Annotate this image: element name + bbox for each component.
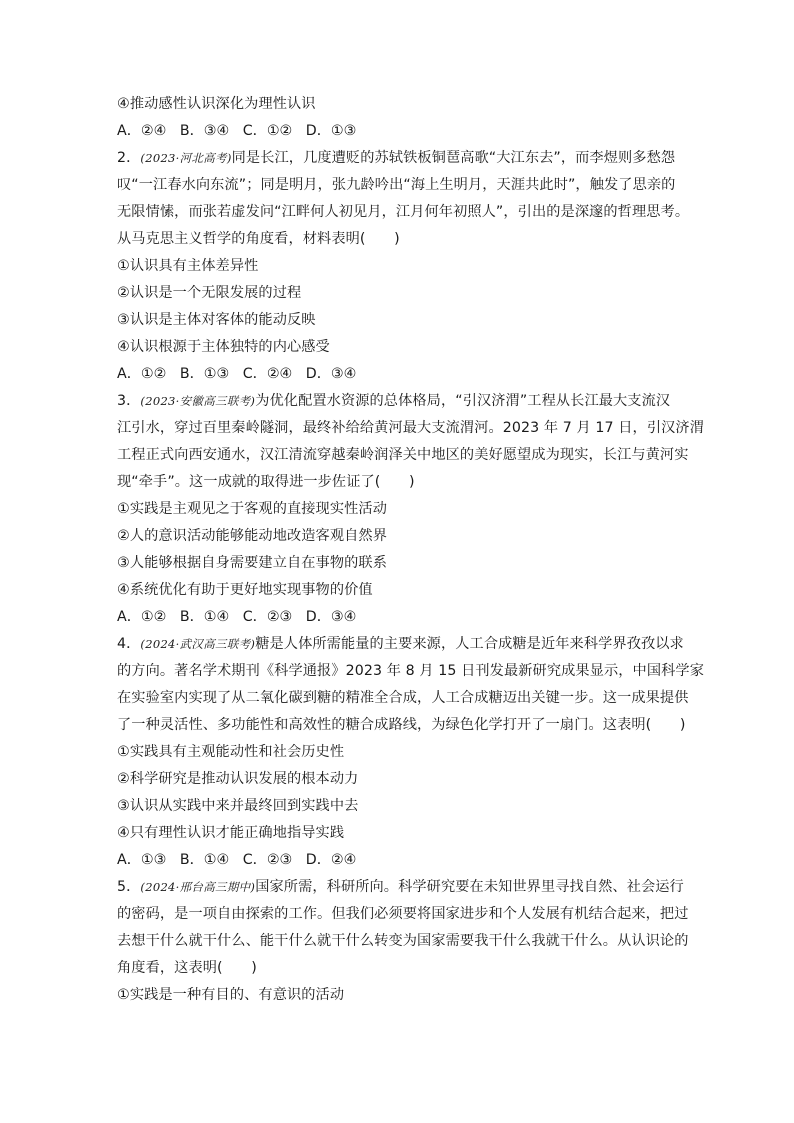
question-stem-line: 江引水，穿过百里秦岭隧洞，最终补给给黄河最大支流渭河。2023 年 7 月 17 日，引汉济渭	[117, 420, 704, 436]
option-item: ①认识具有主体差异性	[117, 258, 259, 274]
answer-choice-b: B．③④	[179, 123, 230, 139]
question-3	[117, 388, 704, 631]
question-2	[117, 145, 690, 388]
question-4	[117, 631, 704, 874]
answer-choice-c: C．②③	[242, 852, 293, 868]
question-5	[117, 874, 689, 1009]
question-stem-line: 工程正式向西安通水，汉江清流穿越秦岭润泽关中地区的美好愿望成为现实，长江与黄河实	[117, 447, 689, 463]
option-item: ①实践具有主观能动性和社会历史性	[117, 744, 345, 760]
answer-choice-a: A．①③	[117, 852, 167, 868]
answer-choice-b: B．①④	[179, 609, 230, 625]
option-item: ②认识是一个无限发展的过程	[117, 285, 302, 301]
answer-choice-b: B．①③	[179, 366, 230, 382]
document-page	[117, 91, 704, 1009]
question-stem-line: 去想干什么就干什么、能干什么就干什么转变为国家需要我干什么我就干什么。从认识论的	[117, 933, 689, 949]
answer-choice-a: A．①②	[117, 609, 167, 625]
option-item: ①实践是主观见之于客观的直接现实性活动	[117, 501, 387, 517]
option-item: ②人的意识活动能够能动地改造客观自然界	[117, 528, 387, 544]
question-stem-line: 了一种灵活性、多功能性和高效性的糖合成路线，为绿色化学打开了一扇门。这表明( )	[117, 717, 686, 733]
question-source: (2024·武汉高三联考)	[140, 637, 256, 651]
option-item: ③人能够根据自身需要建立自在事物的联系	[117, 555, 387, 571]
answer-choice-d: D．①③	[305, 123, 357, 139]
question-stem-line: 的方向。著名学术期刊《科学通报》2023 年 8 月 15 日刊发最新研究成果显示，中国科学家	[117, 663, 704, 679]
question-number: 5．	[117, 879, 141, 895]
question-stem-line	[117, 874, 684, 901]
question-stem-line: 在实验室内实现了从二氧化碳到糖的精准全合成，人工合成糖迈出关键一步。这一成果提供	[117, 690, 689, 706]
answer-choices	[117, 361, 680, 388]
answer-choice-a: A．②④	[117, 123, 167, 139]
option-item: ③认识是主体对客体的能动反映	[117, 312, 316, 328]
question-text: 糖是人体所需能量的主要来源，人工合成糖是近年来科学界孜孜以求	[255, 636, 684, 652]
question-stem-line: 叹“一江春水向东流”；同是明月，张九龄吟出“海上生明月，天涯共此时”，触发了思亲的	[117, 177, 676, 193]
question-stem-line: 角度看，这表明( )	[117, 960, 257, 976]
option-item: ③认识从实践中来并最终回到实践中去	[117, 798, 359, 814]
answer-choice-d: D．③④	[305, 366, 357, 382]
question-source: (2023·安徽高三联考)	[140, 394, 256, 408]
question-stem-line	[117, 145, 680, 172]
option-item: ④推动感性认识深化为理性认识	[117, 96, 316, 112]
answer-choices	[117, 847, 680, 874]
answer-choice-c: C．②③	[242, 609, 293, 625]
question-stem-line: 无限情愫，而张若虚发问“江畔何人初见月，江月何年初照人”，引出的是深邃的哲理思考。	[117, 204, 690, 220]
option-item: ④认识根源于主体独特的内心感受	[117, 339, 330, 355]
question-stem-line: 现“牵手”。这一成就的取得进一步佐证了( )	[117, 474, 415, 490]
question-number: 3．	[117, 393, 141, 409]
question-text: 为优化配置水资源的总体格局，“引汉济渭”工程从长江最大支流汉	[255, 393, 671, 409]
option-item: ②科学研究是推动认识发展的根本动力	[117, 771, 359, 787]
question-text: 同是长江，几度遭贬的苏轼铁板铜琶高歌“大江东去”，而李煜则多愁怨	[231, 150, 676, 166]
question-stem-line: 的密码，是一项自由探索的工作。但我们必须要将国家进步和个人发展有机结合起来，把过	[117, 906, 689, 922]
question-stem-line	[117, 631, 684, 658]
answer-choice-b: B．①④	[179, 852, 230, 868]
option-item: ④系统优化有助于更好地实现事物的价值	[117, 582, 373, 598]
question-number: 4．	[117, 636, 141, 652]
question-source: (2024·邢台高三期中)	[140, 880, 256, 894]
question-number: 2．	[117, 150, 141, 166]
answer-choice-d: D．③④	[305, 609, 357, 625]
answer-choice-c: C．①②	[242, 123, 293, 139]
question-text: 国家所需，科研所向。科学研究要在未知世界里寻找自然、社会运行	[255, 879, 684, 895]
question-source: (2023·河北高考)	[140, 151, 232, 165]
question-stem-line	[117, 388, 680, 415]
answer-choices	[117, 604, 680, 631]
answer-choice-d: D．②④	[305, 852, 357, 868]
answer-choice-c: C．②④	[242, 366, 293, 382]
question-stem-line: 从马克思主义哲学的角度看，材料表明( )	[117, 231, 400, 247]
answer-choices	[117, 118, 680, 145]
question-1-fragment	[117, 91, 680, 145]
option-item: ④只有理性认识才能正确地指导实践	[117, 825, 345, 841]
option-item: ①实践是一种有目的、有意识的活动	[117, 987, 345, 1003]
answer-choice-a: A．①②	[117, 366, 167, 382]
